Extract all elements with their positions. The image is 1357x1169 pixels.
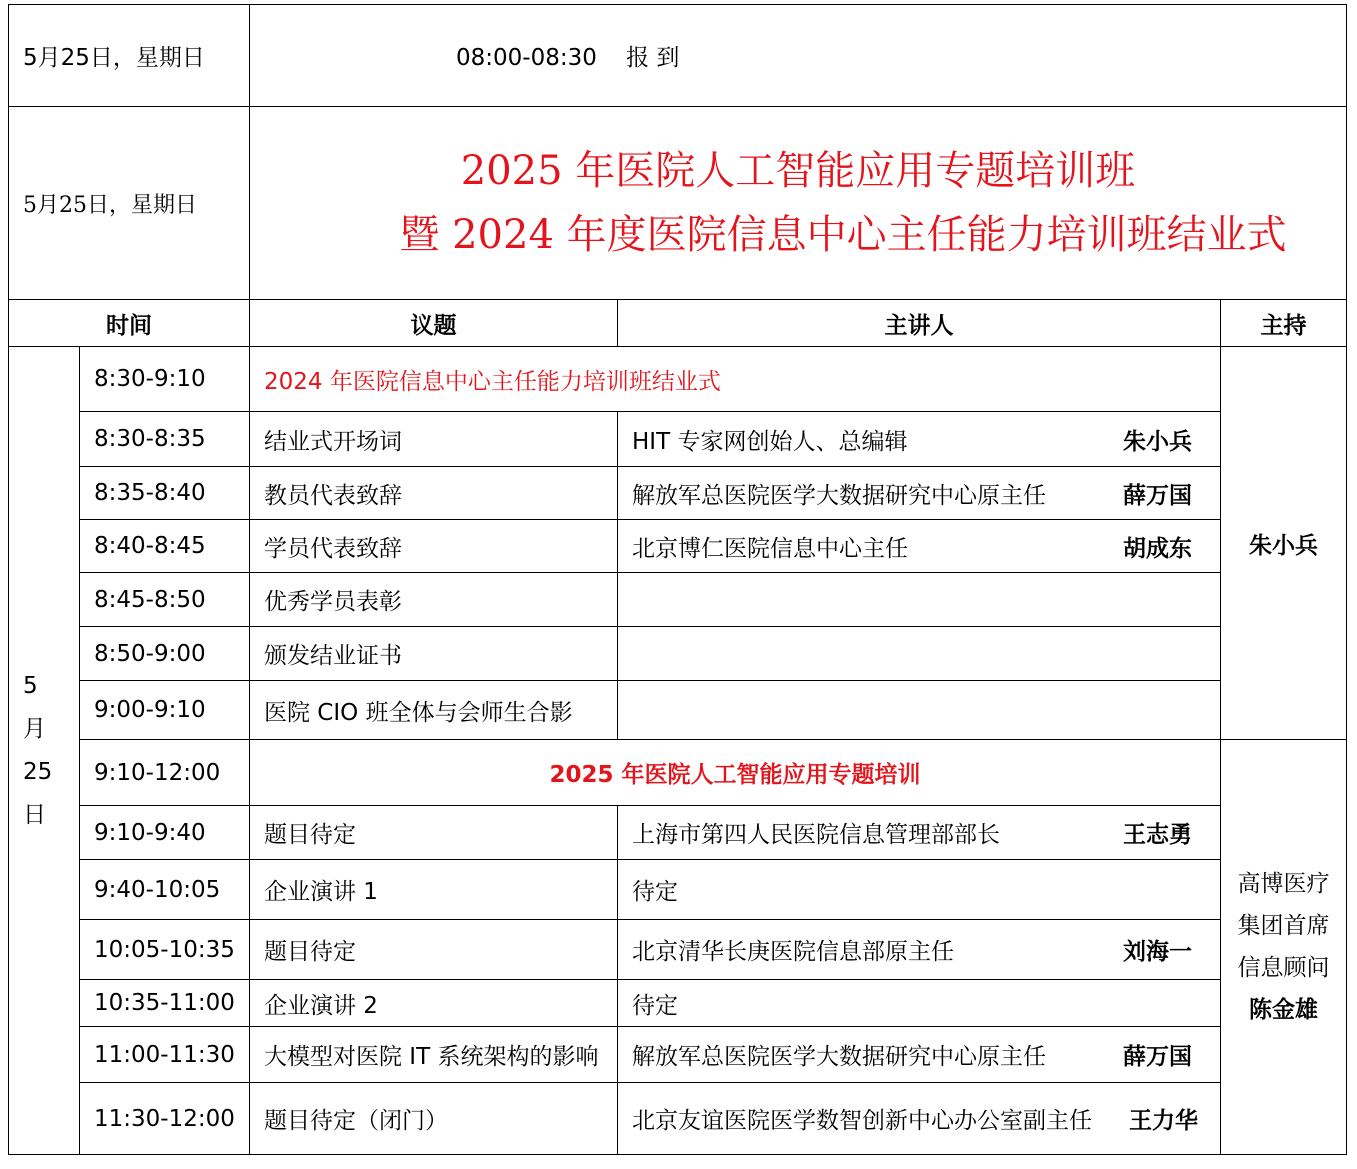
row-speaker xyxy=(618,412,1221,467)
row-time: 8:45-8:50 xyxy=(80,573,250,627)
host-line: 高博医疗 xyxy=(1237,871,1330,897)
row-topic: 题目待定 xyxy=(250,920,618,980)
row-speaker xyxy=(618,681,1221,740)
table-row xyxy=(9,980,1347,1027)
table-row xyxy=(9,681,1347,740)
speaker-title: 北京博仁医院信息中心主任 xyxy=(632,535,908,562)
title-date: 5月25日，星期日 xyxy=(9,107,250,300)
section2-title: 2025 年医院人工智能应用专题培训 xyxy=(250,740,1221,806)
speaker-name: 胡成东 xyxy=(1123,535,1192,562)
col-header-time: 时间 xyxy=(9,300,250,347)
row-speaker xyxy=(618,467,1221,520)
row-time: 9:10-9:40 xyxy=(80,806,250,860)
row-speaker xyxy=(618,806,1221,860)
speaker-name: 薛万国 xyxy=(1123,1044,1192,1070)
row-speaker xyxy=(618,860,1221,920)
title-cell xyxy=(250,107,1347,300)
section1-title: 2024 年医院信息中心主任能力培训班结业式 xyxy=(250,347,1221,412)
date-char: 月 xyxy=(23,715,46,742)
speaker-name: 薛万国 xyxy=(1123,482,1192,509)
date-char: 日 xyxy=(23,801,46,828)
speaker-name: 王志勇 xyxy=(1123,822,1192,848)
table-row xyxy=(9,806,1347,860)
section1-host: 朱小兵 xyxy=(1221,347,1347,740)
host-line: 集团首席 xyxy=(1237,913,1330,939)
table-row xyxy=(9,627,1347,681)
row-topic: 学员代表致辞 xyxy=(250,520,618,573)
row-topic: 优秀学员表彰 xyxy=(250,573,618,627)
row-topic: 企业演讲 2 xyxy=(250,980,618,1027)
registration-event: 08:00-08:30 报 到 xyxy=(250,5,1347,107)
section2-host-name: 陈金雄 xyxy=(1249,997,1318,1023)
speaker-title: HIT 专家网创始人、总编辑 xyxy=(632,428,908,455)
speaker-title: 北京清华长庚医院信息部原主任 xyxy=(632,939,954,965)
table-row xyxy=(9,520,1347,573)
section2-host-cell xyxy=(1221,740,1347,1155)
section2-time: 9:10-12:00 xyxy=(80,740,250,806)
col-header-host: 主持 xyxy=(1221,300,1347,347)
table-row xyxy=(9,920,1347,980)
date-vertical-cell xyxy=(9,347,80,1155)
section1-time: 8:30-9:10 xyxy=(80,347,250,412)
row-time: 11:00-11:30 xyxy=(80,1027,250,1083)
row-topic: 颁发结业证书 xyxy=(250,627,618,681)
registration-date: 5月25日，星期日 xyxy=(9,5,250,107)
row-speaker xyxy=(618,980,1221,1027)
registration-row xyxy=(9,5,1347,107)
speaker-title: 待定 xyxy=(632,992,678,1019)
title-row xyxy=(9,107,1347,300)
schedule-table xyxy=(8,4,1347,1155)
row-topic: 医院 CIO 班全体与会师生合影 xyxy=(250,681,618,740)
speaker-title: 北京友谊医院医学数智创新中心办公室副主任 xyxy=(632,1108,1092,1134)
col-header-speaker: 主讲人 xyxy=(618,300,1221,347)
table-row xyxy=(9,573,1347,627)
row-speaker xyxy=(618,627,1221,681)
section1-header-row xyxy=(9,347,1347,412)
table-row xyxy=(9,1027,1347,1083)
date-char: 5 xyxy=(23,672,38,699)
row-speaker xyxy=(618,1027,1221,1083)
row-time: 8:30-8:35 xyxy=(80,412,250,467)
speaker-title: 待定 xyxy=(632,879,678,905)
table-row xyxy=(9,467,1347,520)
speaker-title: 解放军总医院医学大数据研究中心原主任 xyxy=(632,482,1046,509)
host-line: 信息顾问 xyxy=(1237,955,1330,981)
table-row xyxy=(9,1083,1347,1155)
row-speaker xyxy=(618,1083,1221,1155)
speaker-name: 刘海一 xyxy=(1123,939,1192,965)
row-time: 10:05-10:35 xyxy=(80,920,250,980)
event-title-line1: 2025 年医院人工智能应用专题培训班 xyxy=(460,148,1136,194)
row-topic: 企业演讲 1 xyxy=(250,860,618,920)
row-topic: 题目待定 xyxy=(250,806,618,860)
speaker-name: 王力华 xyxy=(1129,1108,1198,1134)
row-speaker xyxy=(618,573,1221,627)
row-time: 11:30-12:00 xyxy=(80,1083,250,1155)
row-time: 9:40-10:05 xyxy=(80,860,250,920)
row-speaker xyxy=(618,920,1221,980)
row-topic: 大模型对医院 IT 系统架构的影响 xyxy=(250,1027,618,1083)
row-speaker xyxy=(618,520,1221,573)
row-time: 8:35-8:40 xyxy=(80,467,250,520)
row-time: 8:50-9:00 xyxy=(80,627,250,681)
speaker-title: 解放军总医院医学大数据研究中心原主任 xyxy=(632,1044,1046,1070)
col-header-topic: 议题 xyxy=(250,300,618,347)
speaker-title: 上海市第四人民医院信息管理部部长 xyxy=(632,822,1000,848)
event-title-line2: 暨 2024 年度医院信息中心主任能力培训班结业式 xyxy=(399,212,1287,258)
row-time: 9:00-9:10 xyxy=(80,681,250,740)
section2-header-row xyxy=(9,740,1347,806)
table-row xyxy=(9,412,1347,467)
row-time: 8:40-8:45 xyxy=(80,520,250,573)
speaker-name: 朱小兵 xyxy=(1123,428,1192,455)
table-row xyxy=(9,860,1347,920)
column-header-row xyxy=(9,300,1347,347)
row-topic: 题目待定（闭门） xyxy=(250,1083,618,1155)
row-topic: 教员代表致辞 xyxy=(250,467,618,520)
row-time: 10:35-11:00 xyxy=(80,980,250,1027)
row-topic: 结业式开场词 xyxy=(250,412,618,467)
date-char: 25 xyxy=(23,758,53,785)
